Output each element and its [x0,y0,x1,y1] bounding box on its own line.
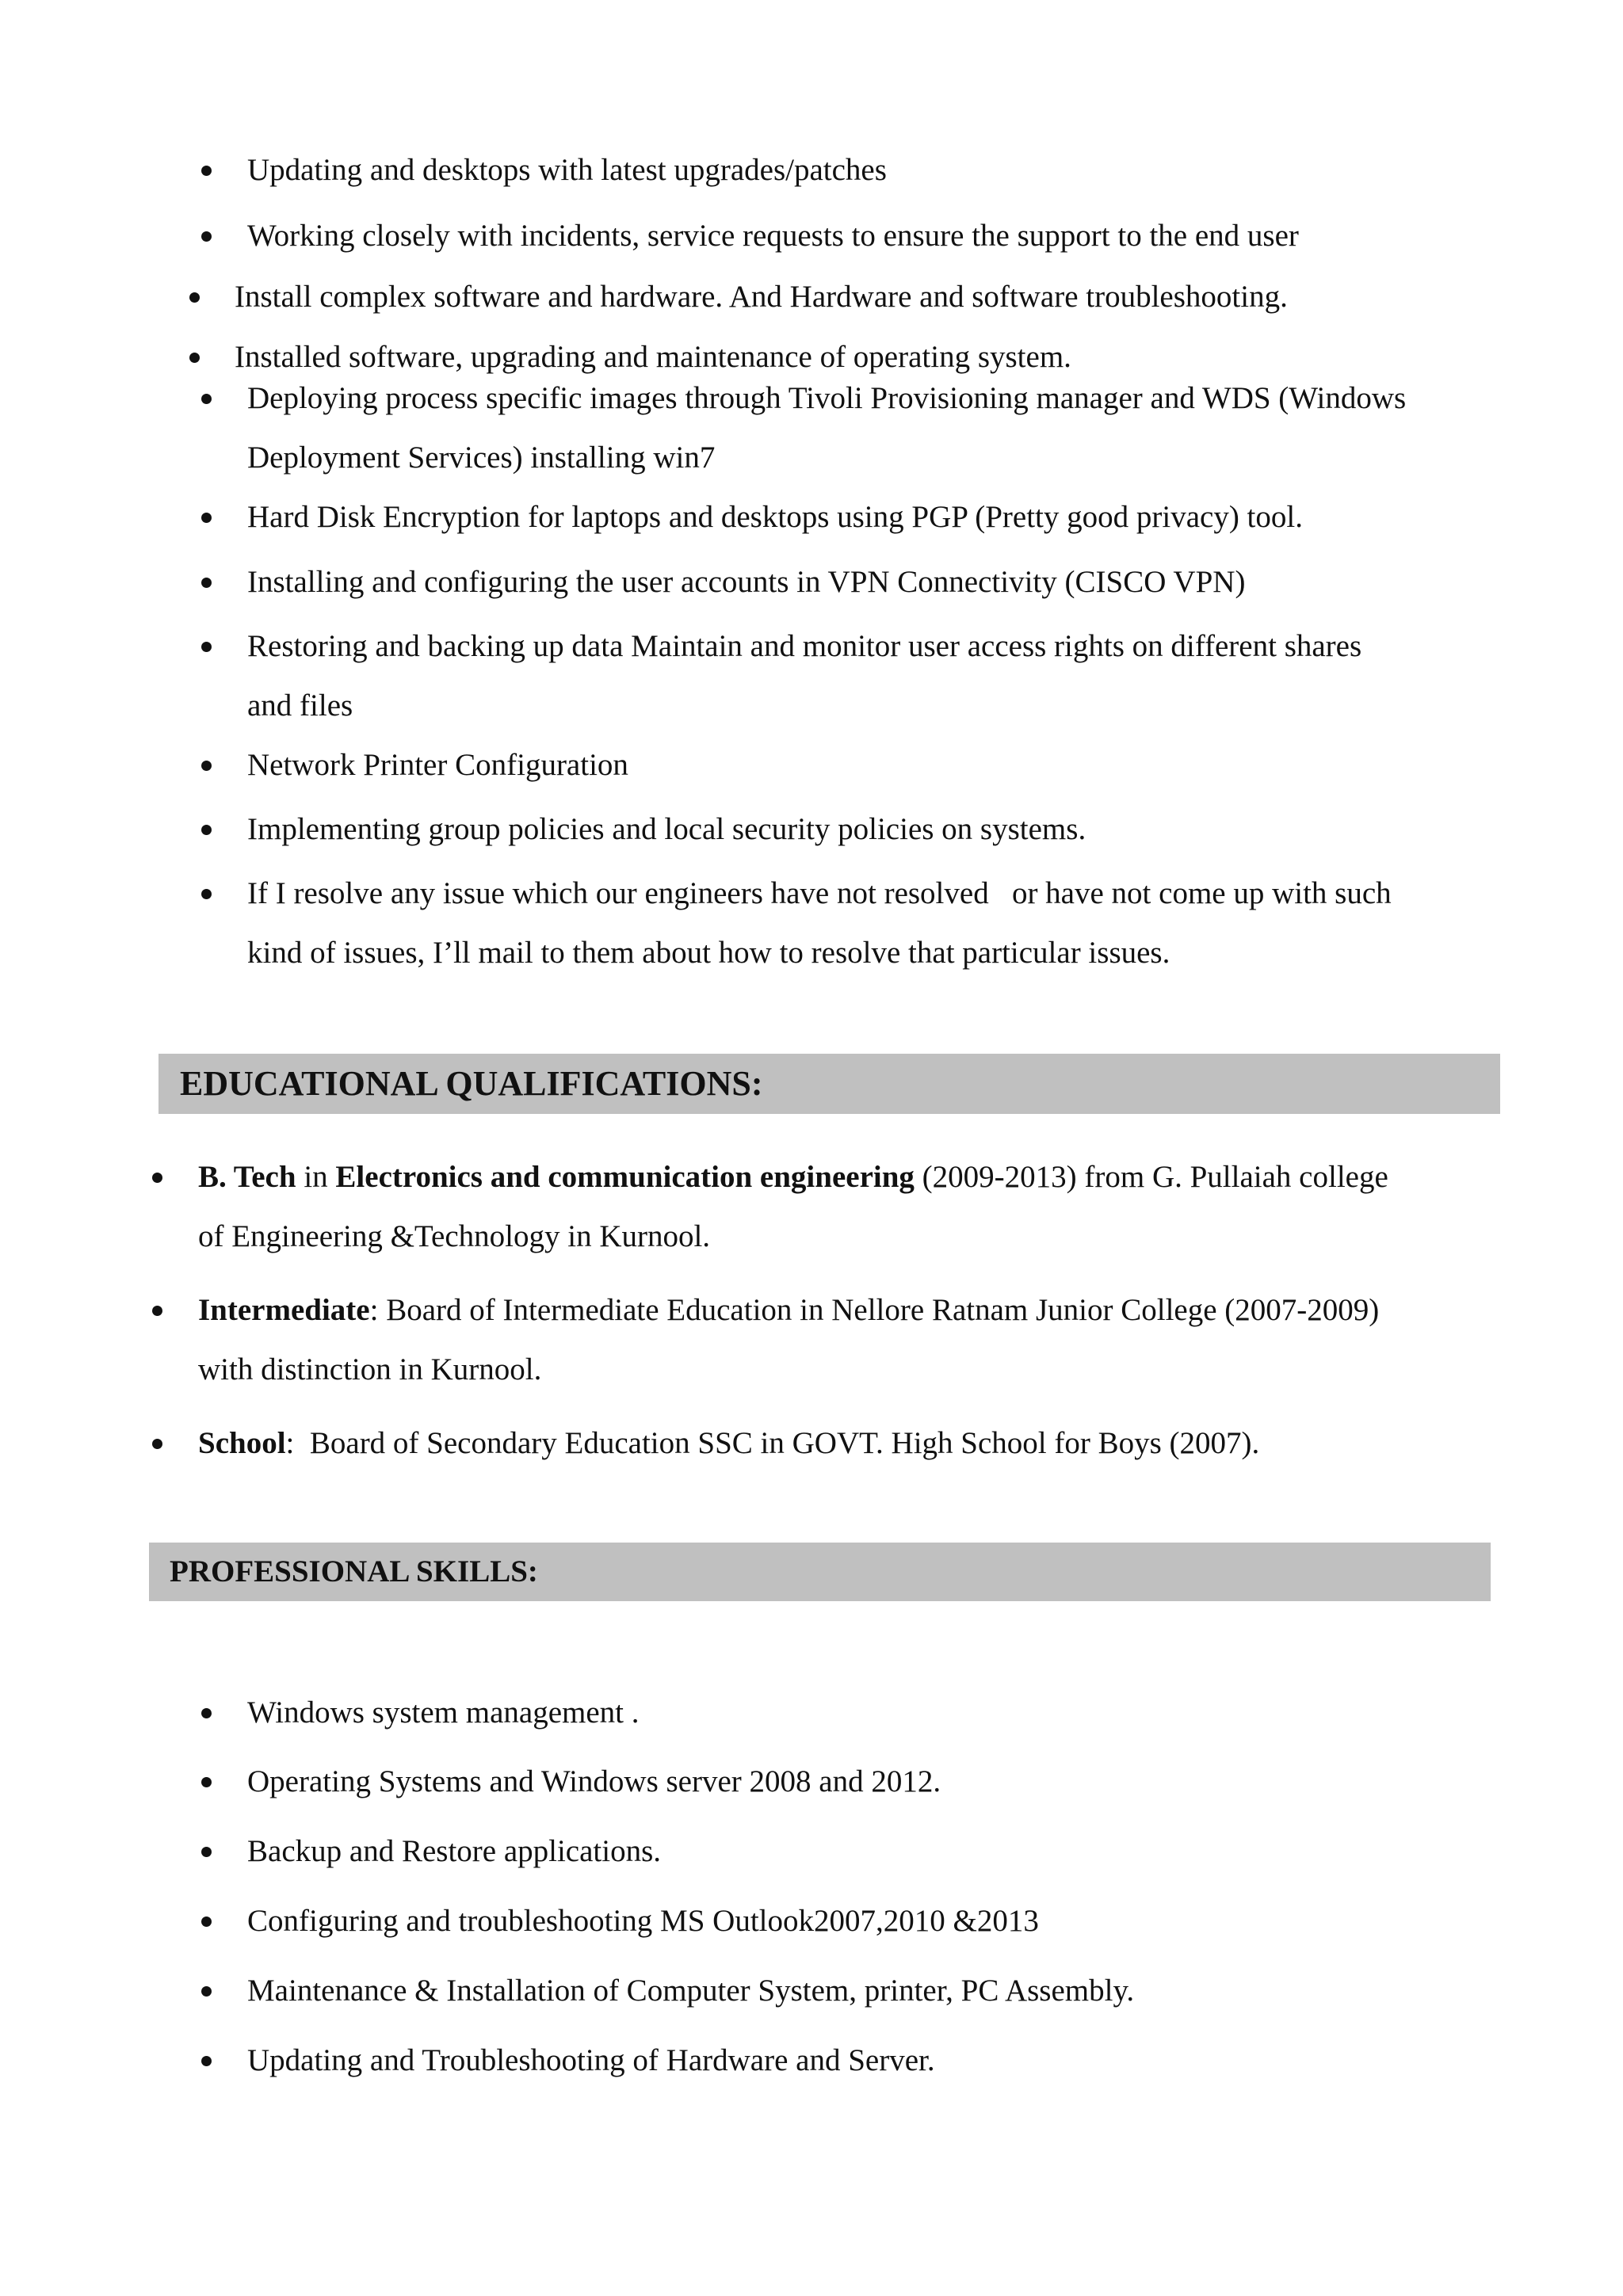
list-item-continuation: and files [247,688,353,723]
education-item-school: School: Board of Secondary Education SSC in GOVT. High School for Boys (2007). [198,1414,1259,1473]
bullet-icon [152,1306,162,1316]
list-item: Deploying process specific images through Tivoli Provisioning manager and WDS (Windows [247,369,1406,428]
bullet-icon [189,353,200,363]
list-item-continuation: Deployment Services) installing win7 [247,441,716,475]
bullet-icon [152,1439,162,1449]
bullet-icon [201,1917,212,1927]
list-item: Network Printer Configuration [247,736,628,795]
bullet-icon [201,1708,212,1718]
education-heading: EDUCATIONAL QUALIFICATIONS: [180,1064,763,1103]
list-item: Installed software, upgrading and maintenance of operating system. [235,328,1071,387]
education-item-intermediate-continuation: with distinction in Kurnool. [198,1352,542,1386]
skill-item: Updating and Troubleshooting of Hardware and Server. [247,2031,935,2090]
bullet-icon [201,166,212,176]
list-item: Install complex software and hardware. And Hardware and software troubleshooting. [235,268,1288,326]
bullet-icon [201,2056,212,2066]
bullet-icon [201,825,212,835]
bullet-icon [201,394,212,404]
list-item: Installing and configuring the user accounts in VPN Connectivity (CISCO VPN) [247,553,1245,612]
bullet-icon [152,1173,162,1183]
bullet-icon [201,513,212,523]
bullet-icon [189,292,200,303]
bullet-icon [201,1777,212,1787]
bullet-icon [201,1986,212,1997]
bullet-icon [201,889,212,899]
bullet-icon [201,578,212,588]
list-item: Hard Disk Encryption for laptops and desktops using PGP (Pretty good privacy) tool. [247,488,1303,547]
bullet-icon [201,761,212,771]
list-item: Restoring and backing up data Maintain and monitor user access rights on different shares [247,617,1361,676]
skills-heading: PROFESSIONAL SKILLS: [170,1554,538,1589]
skills-heading-bar [149,1543,1491,1601]
list-item: Updating and desktops with latest upgrades/patches [247,141,887,200]
education-item-intermediate: Intermediate: Board of Intermediate Education in Nellore Ratnam Junior College (2007-2009) [198,1281,1379,1340]
bullet-icon [201,1847,212,1857]
list-item: If I resolve any issue which our engineers have not resolved or have not come up with such [247,864,1392,923]
bullet-icon [201,642,212,652]
education-item-btech: B. Tech in Electronics and communication engineering (2009-2013) from G. Pullaiah college [198,1148,1388,1207]
skill-item: Operating Systems and Windows server 2008 and 2012. [247,1753,941,1811]
skill-item: Windows system management . [247,1684,640,1742]
skill-item: Backup and Restore applications. [247,1822,661,1881]
skill-item: Maintenance & Installation of Computer System, printer, PC Assembly. [247,1962,1134,2020]
education-item-btech-continuation: of Engineering &Technology in Kurnool. [198,1219,711,1253]
education-heading-bar [158,1054,1500,1114]
list-item-continuation: kind of issues, I’ll mail to them about how to resolve that particular issues. [247,936,1170,970]
skill-item: Configuring and troubleshooting MS Outlook2007,2010 &2013 [247,1892,1039,1951]
bullet-icon [201,231,212,242]
list-item: Implementing group policies and local security policies on systems. [247,800,1086,859]
list-item: Working closely with incidents, service requests to ensure the support to the end user [247,207,1299,265]
